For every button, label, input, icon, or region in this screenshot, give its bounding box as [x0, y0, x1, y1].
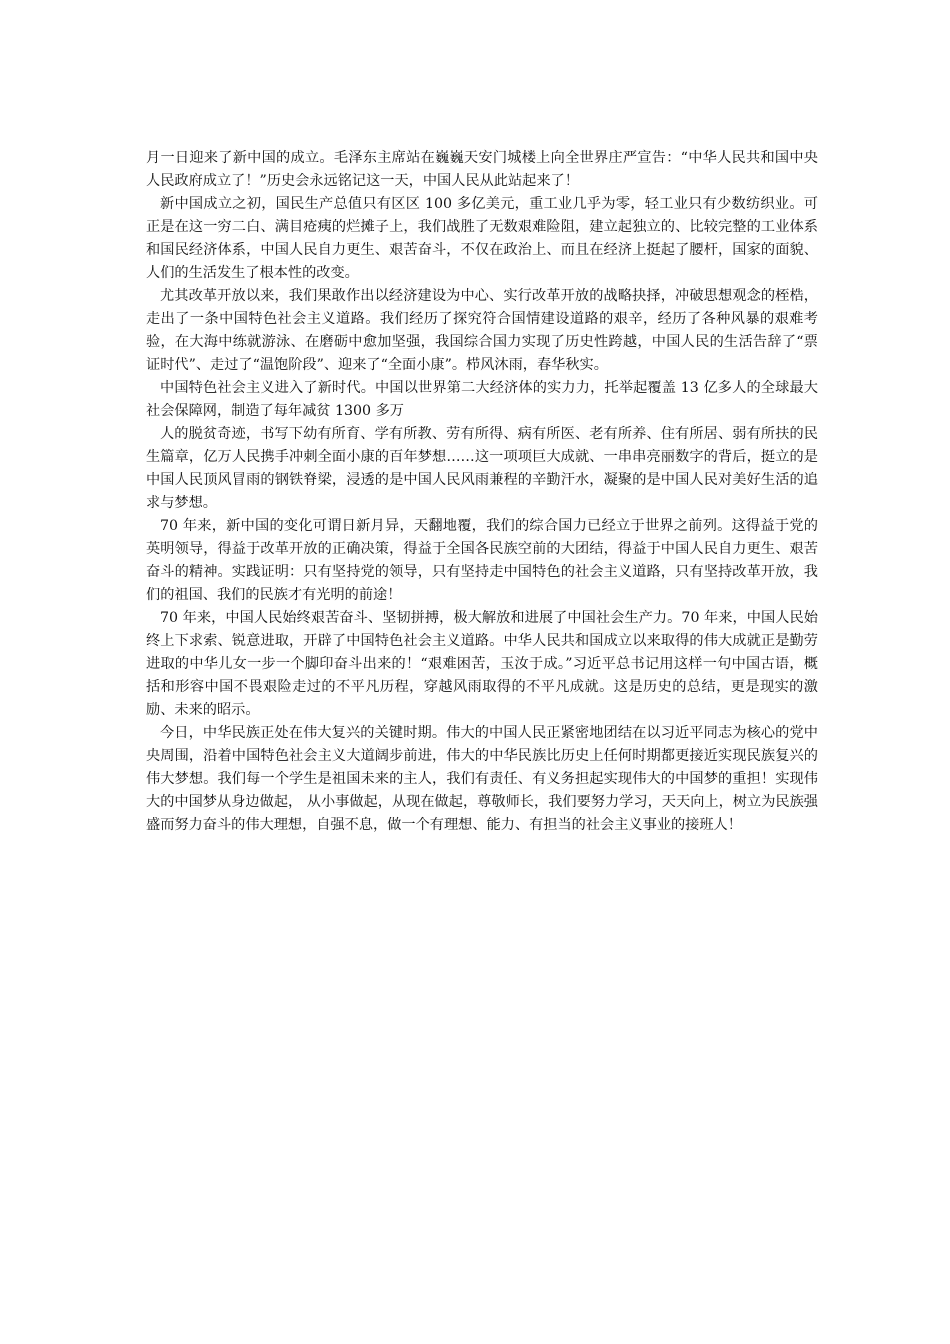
paragraph-4: 中国特色社会主义进入了新时代。中国以世界第二大经济体的实力力，托举起覆盖 13 亿多人的全球最大社会保障网，制造了每年减贫 1300 多万: [146, 380, 818, 419]
paragraph-3: 尤其改革开放以来，我们果敢作出以经济建设为中心、实行改革开放的战略抉择，冲破思想观念的桎梏，走出了一条中国特色社会主义道路。我们经历了探究符合国情建设道路的艰辛，经历了各种风暴的艰难考验，在大海中练就游泳、在磨砺中愈加坚强，我国综合国力实现了历史性跨越，中国人民的生活告辞了“票证时代”、走过了“温饱阶段”、迎来了“全面小康”。栉风沐雨，春华秋实。: [146, 288, 818, 373]
paragraph-2: 新中国成立之初，国民生产总值只有区区 100 多亿美元，重工业几乎为零，轻工业只有少数纺织业。可正是在这一穷二白、满目疮痍的烂摊子上，我们战胜了无数艰难险阻，建立起独立的、比较完整的工业体系和国民经济体系，中国人民自力更生、艰苦奋斗，不仅在政治上、而且在经济上挺起了腰杆，国家的面貌、人们的生活发生了根本性的改变。: [146, 196, 818, 281]
document-body: [146, 147, 818, 837]
paragraph-5: 人的脱贫奇迹，书写下幼有所育、学有所教、劳有所得、病有所医、老有所养、住有所居、弱有所扶的民生篇章，亿万人民携手冲刺全面小康的百年梦想……这一项项巨大成就、一串串亮丽数字的背后，挺立的是中国人民顶风冒雨的钢铁脊梁，浸透的是中国人民风雨兼程的辛勤汗水，凝聚的是中国人民对美好生活的追求与梦想。: [146, 426, 818, 511]
paragraph-8: 今日，中华民族正处在伟大复兴的关键时期。伟大的中国人民正紧密地团结在以习近平同志为核心的党中央周围，沿着中国特色社会主义大道阔步前进，伟大的中华民族比历史上任何时期都更接近实现民族复兴的伟大梦想。我们每一个学生是祖国未来的主人，我们有责任、有义务担起实现伟大的中国梦的重担！实现伟大的中国梦从身边做起， 从小事做起，从现在做起，尊敬师长，我们要努力学习，天天向上，树立为民族强盛而努力奋斗的伟大理想，自强不息，做一个有理想、能力、有担当的社会主义事业的接班人！: [146, 725, 818, 833]
paragraph-1: 月一日迎来了新中国的成立。毛泽东主席站在巍巍天安门城楼上向全世界庄严宣告：“中华人民共和国中央人民政府成立了！”历史会永远铭记这一天，中国人民从此站起来了！: [146, 150, 818, 189]
paragraph-7: 70 年来，中国人民始终艰苦奋斗、坚韧拼搏，极大解放和进展了中国社会生产力。70 年来，中国人民始终上下求索、锐意进取，开辟了中国特色社会主义道路。中华人民共和国成立以来取得的伟大成就正是勤劳进取的中华儿女一步一个脚印奋斗出来的！“艰难困苦，玉汝于成。”习近平总书记用这样一句中国古语，概括和形容中国不畏艰险走过的不平凡历程，穿越风雨取得的不平凡成就。这是历史的总结，更是现实的激励、未来的昭示。: [146, 610, 818, 718]
paragraph-6: 70 年来，新中国的变化可谓日新月异，天翻地覆，我们的综合国力已经立于世界之前列。这得益于党的英明领导，得益于改革开放的正确决策，得益于全国各民族空前的大团结，得益于中国人民自力更生、艰苦奋斗的精神。实践证明：只有坚持党的领导，只有坚持走中国特色的社会主义道路，只有坚持改革开放，我们的祖国、我们的民族才有光明的前途！: [146, 518, 818, 603]
